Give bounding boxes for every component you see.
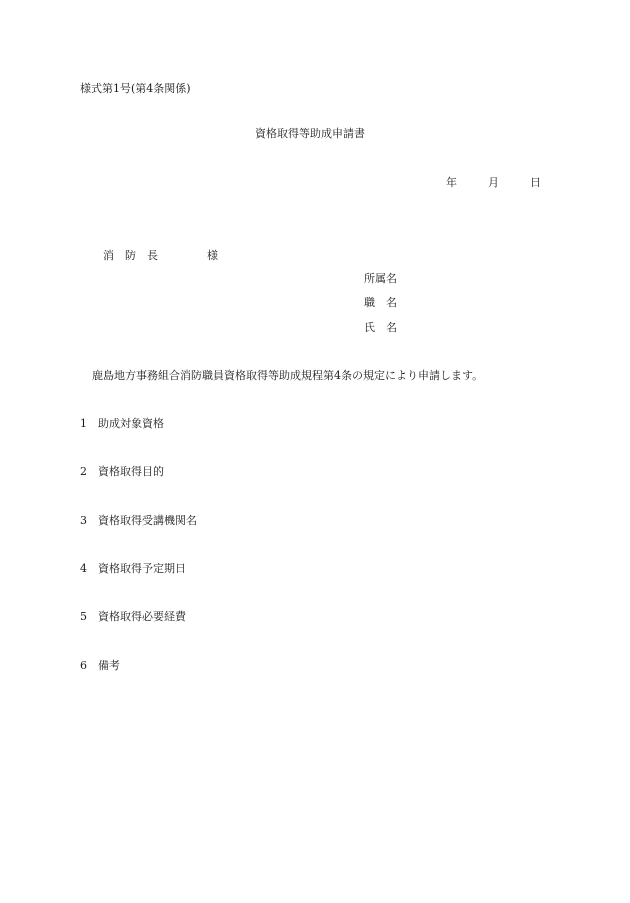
item-label: 資格取得予定期日 [98,562,186,575]
list-item [80,466,164,477]
affiliation-label: 所属名 [364,272,397,285]
list-item [80,418,164,429]
document-title: 資格取得等助成申請書 [255,127,365,140]
item-label: 資格取得目的 [98,465,164,478]
item-label: 資格取得受講機関名 [98,514,197,527]
item-number: 4 [80,562,87,575]
addressee-honorific: 様 [207,249,218,262]
list-item [80,660,120,671]
date-day: 日 [530,176,541,189]
addressee-name: 消 防 長 [103,249,158,262]
item-number: 5 [80,610,87,623]
name-label: 氏 名 [364,321,397,334]
position-label: 職 名 [364,296,397,309]
item-number: 1 [80,417,87,430]
form-number: 様式第1号(第4条関係) [80,82,191,95]
item-label: 資格取得必要経費 [98,610,186,623]
list-item [80,515,197,526]
item-number: 2 [80,465,87,478]
item-number: 6 [80,659,87,672]
item-label: 備考 [98,659,120,672]
date-line [446,177,541,188]
date-year: 年 [446,176,457,189]
item-number: 3 [80,514,87,527]
date-month: 月 [488,176,499,189]
list-item [80,611,186,622]
application-statement: 鹿島地方事務組合消防職員資格取得等助成規程第4条の規定により申請します。 [92,369,484,382]
item-label: 助成対象資格 [98,417,164,430]
list-item [80,563,186,574]
